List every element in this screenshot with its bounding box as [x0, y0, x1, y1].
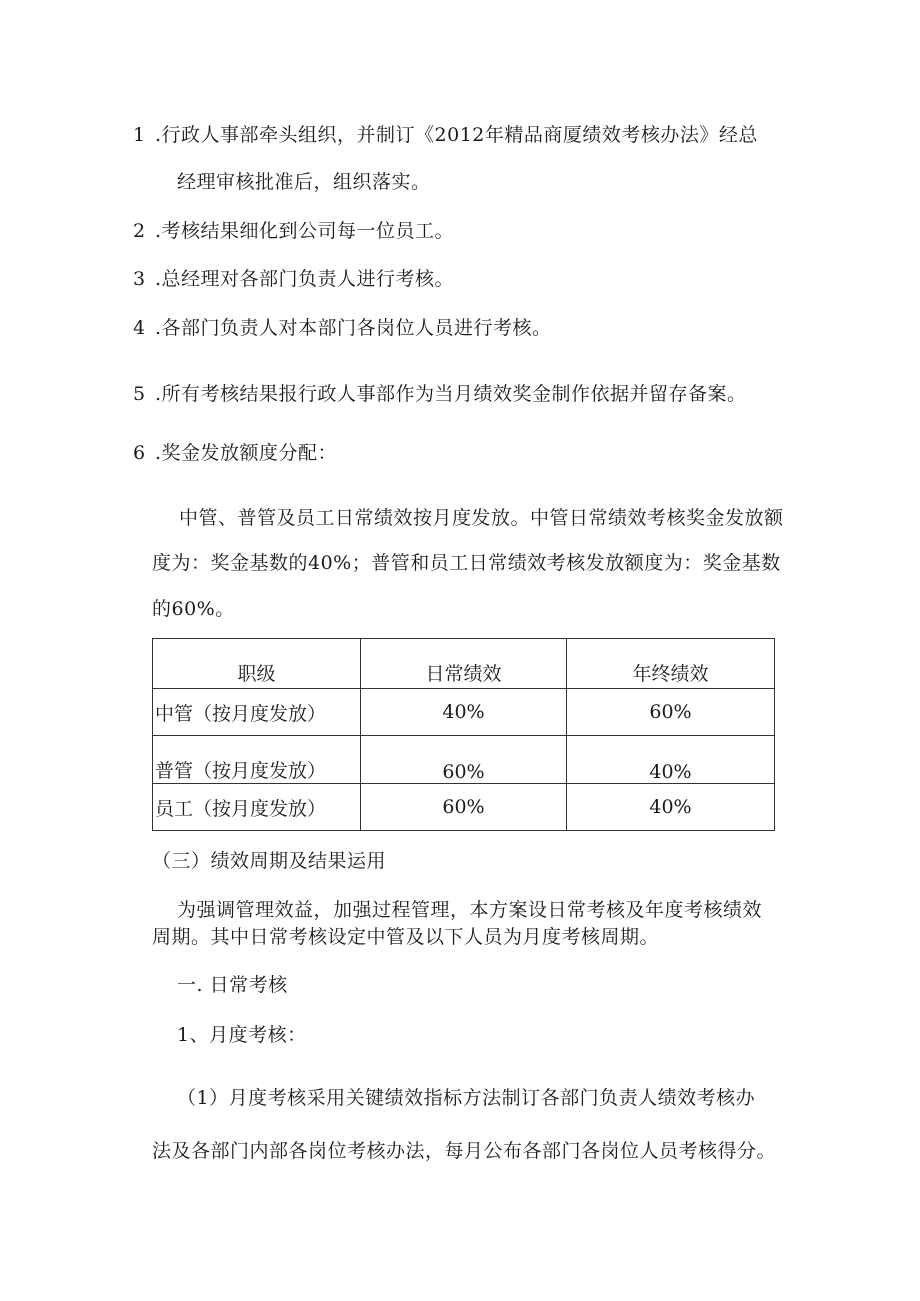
- list-item-1-continuation: [177, 170, 431, 194]
- bonus-paragraph-line-3: 的60%。: [152, 598, 235, 620]
- header-annual: 年终绩效: [567, 639, 775, 689]
- list-item-5: [133, 382, 747, 406]
- header-daily: 日常绩效: [361, 639, 567, 689]
- header-level: 职级: [153, 639, 361, 689]
- list-number: 6: [133, 442, 146, 464]
- monthly-assessment-item: 1、月度考核：: [177, 1024, 307, 1046]
- section-three-title: （三）绩效周期及结果运用: [152, 850, 387, 872]
- list-text: .所有考核结果报行政人事部作为当月绩效奖金制作依据并留存备案。: [155, 383, 747, 405]
- list-number: 3: [133, 268, 146, 290]
- bonus-allocation-table: [152, 638, 775, 831]
- section-three-paragraph-line-1: 为强调管理效益，加强过程管理，本方案设日常考核及年度考核绩效: [177, 899, 763, 921]
- monthly-paragraph-line-1: （1）月度考核采用关键绩效指标方法制订各部门负责人绩效考核办: [177, 1087, 756, 1109]
- list-text: .各部门负责人对本部门各岗位人员进行考核。: [155, 317, 552, 339]
- table-header-row: [153, 639, 775, 689]
- cell-daily: 60%: [361, 736, 567, 784]
- list-text: 经理审核批准后，组织落实。: [177, 171, 431, 193]
- cell-annual: 40%: [567, 784, 775, 831]
- table-row: [153, 784, 775, 831]
- cell-daily: 40%: [361, 689, 567, 736]
- list-item-3: [133, 267, 454, 291]
- cell-level: 员工（按月度发放）: [153, 784, 361, 831]
- list-item-6: [133, 441, 337, 465]
- list-text: .考核结果细化到公司每一位员工。: [155, 220, 455, 242]
- list-text: .总经理对各部门负责人进行考核。: [155, 268, 455, 290]
- list-number: 2: [133, 220, 146, 242]
- cell-level: 普管（按月度发放）: [153, 736, 361, 784]
- monthly-paragraph-line-2: 法及各部门内部各岗位考核办法，每月公布各部门各岗位人员考核得分。: [152, 1140, 777, 1162]
- list-number: 4: [133, 317, 146, 339]
- list-text: .行政人事部牵头组织，并制订《2012年精品商厦绩效考核办法》经总: [155, 124, 758, 146]
- list-text: .奖金发放额度分配：: [155, 442, 338, 464]
- daily-assessment-heading: 一. 日常考核: [177, 974, 288, 996]
- list-item-4: [133, 316, 552, 340]
- bonus-paragraph-line-1: 中管、普管及员工日常绩效按月度发放。中管日常绩效考核奖金发放额: [179, 507, 784, 529]
- list-number: 1: [133, 124, 146, 146]
- list-item-1: [133, 123, 758, 147]
- cell-daily: 60%: [361, 784, 567, 831]
- table-row: [153, 689, 775, 736]
- section-three-paragraph-line-2: 周期。其中日常考核设定中管及以下人员为月度考核周期。: [152, 926, 660, 948]
- cell-level: 中管（按月度发放）: [153, 689, 361, 736]
- table-row: [153, 736, 775, 784]
- bonus-paragraph-line-2: 度为：奖金基数的40%；普管和员工日常绩效考核发放额度为：奖金基数: [152, 552, 781, 574]
- cell-annual: 60%: [567, 689, 775, 736]
- list-item-2: [133, 219, 454, 243]
- list-number: 5: [133, 383, 146, 405]
- cell-annual: 40%: [567, 736, 775, 784]
